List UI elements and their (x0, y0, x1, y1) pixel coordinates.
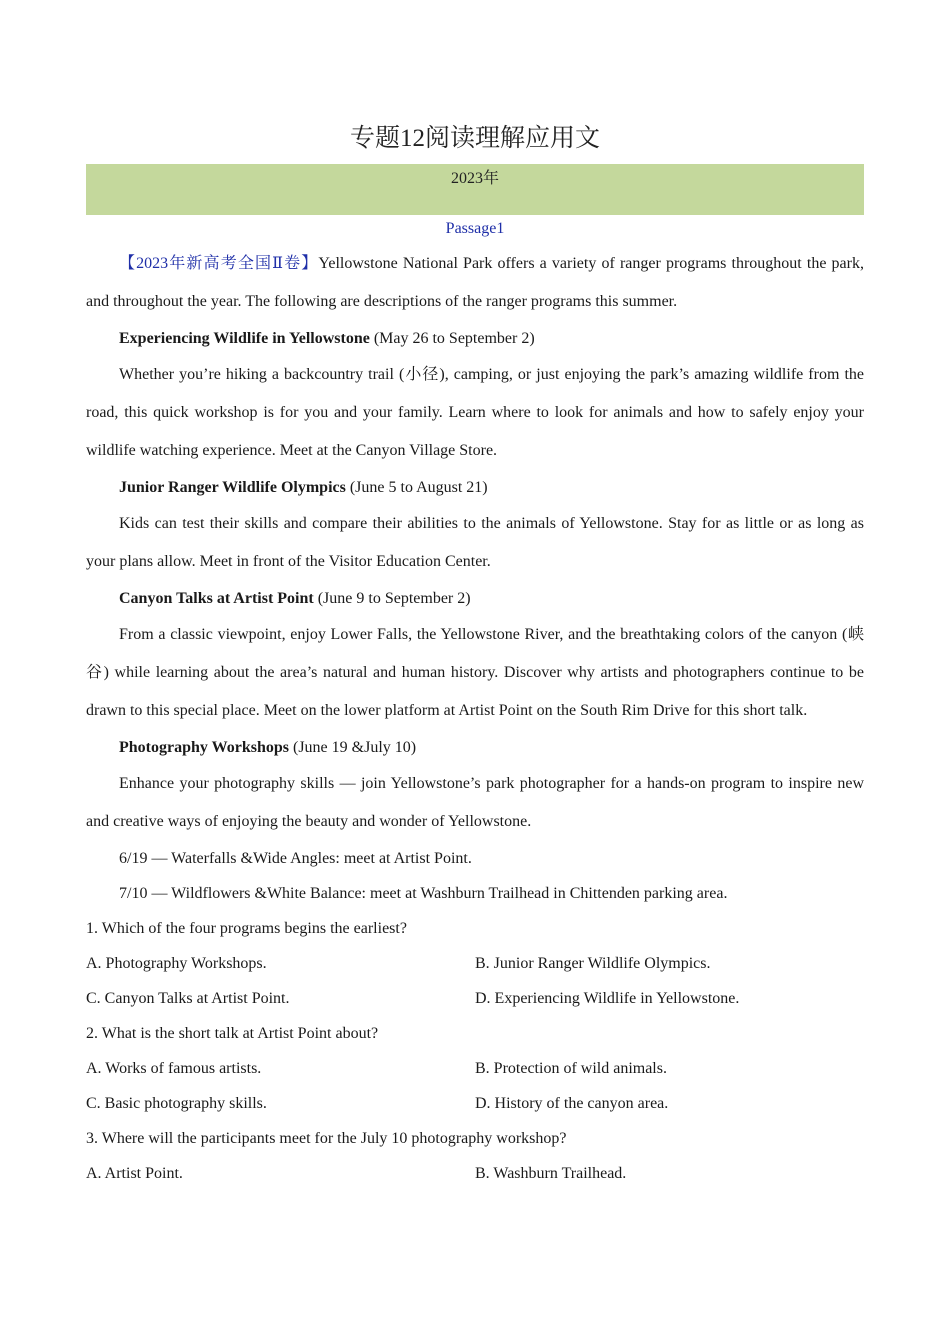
answer-option: A. Photography Workshops. (86, 955, 267, 972)
answer-option: B. Washburn Trailhead. (475, 1165, 627, 1182)
answer-option: B. Junior Ranger Wildlife Olympics. (475, 955, 711, 972)
program-dates: (June 9 to September 2) (313, 590, 471, 607)
answer-option: C. Canyon Talks at Artist Point. (86, 990, 290, 1007)
year-label: 2023年 (450, 170, 499, 187)
passage-label: Passage1 (445, 220, 505, 237)
program-name: Photography Workshops (119, 739, 289, 756)
program-heading (86, 470, 864, 505)
program-name: Canyon Talks at Artist Point (119, 590, 314, 607)
option-row (86, 946, 864, 981)
answer-option: D. Experiencing Wildlife in Yellowstone. (475, 990, 740, 1007)
answer-option: C. Basic photography skills. (86, 1095, 267, 1112)
passage-content (86, 245, 864, 1191)
program-heading (86, 321, 864, 356)
answer-option: D. History of the canyon area. (475, 1095, 669, 1112)
option-row (86, 1051, 864, 1086)
intro-text: Yellowstone National Park offers a variety of ranger programs throughout the park, and throughout the year. The following are descriptions of the ranger programs this summer. (86, 255, 864, 310)
exam-source: 【2023年新高考全国Ⅱ卷】 (119, 255, 319, 272)
workshop-session: 7/10 — Wildflowers &White Balance: meet at Washburn Trailhead in Chittenden parking area. (119, 885, 728, 902)
program-name: Experiencing Wildlife in Yellowstone (119, 330, 370, 347)
program-description: Enhance your photography skills — join Yellowstone’s park photographer for a hands-on program to inspire new and creative ways of enjoying the beauty and wonder of Yellowstone. (86, 775, 864, 830)
program-dates: (June 5 to August 21) (345, 479, 488, 496)
option-row (86, 1156, 864, 1191)
program-name: Junior Ranger Wildlife Olympics (119, 479, 346, 496)
program-heading (86, 581, 864, 616)
option-row (86, 1086, 864, 1121)
answer-option: A. Works of famous artists. (86, 1060, 262, 1077)
program-description: Whether you’re hiking a backcountry trail (小径), camping, or just enjoying the park’s amazing wildlife from the road, this quick workshop is for you and your family. Learn where to look for animals and how to safely enjoy your wildlife watching experience. Meet at the Canyon Village Store. (86, 366, 864, 459)
page-title: 专题12阅读理解应用文 (349, 125, 600, 152)
program-heading (86, 730, 864, 765)
program-dates: (June 19 &July 10) (288, 739, 417, 756)
intro-paragraph (86, 245, 864, 321)
answer-option: B. Protection of wild animals. (475, 1060, 667, 1077)
option-row (86, 981, 864, 1016)
program-dates: (May 26 to September 2) (369, 330, 535, 347)
answer-option: A. Artist Point. (86, 1165, 183, 1182)
question-text: 1. Which of the four programs begins the earliest? (86, 920, 407, 937)
year-banner (86, 164, 864, 215)
question-text: 2. What is the short talk at Artist Point about? (86, 1025, 379, 1042)
program-description: From a classic viewpoint, enjoy Lower Falls, the Yellowstone River, and the breathtaking colors of the canyon (峡谷) while learning about the area’s natural and human history. Discover why artists and photographers continue to be drawn to this special place. Meet on the lower platform at Artist Point on the South Rim Drive for this short talk. (86, 626, 865, 719)
question-text: 3. Where will the participants meet for the July 10 photography workshop? (86, 1130, 567, 1147)
workshop-session: 6/19 — Waterfalls &Wide Angles: meet at Artist Point. (119, 850, 472, 867)
program-description: Kids can test their skills and compare their abilities to the animals of Yellowstone. Stay for as little or as long as your plans allow. Meet in front of the Visitor Education Center. (86, 515, 864, 570)
